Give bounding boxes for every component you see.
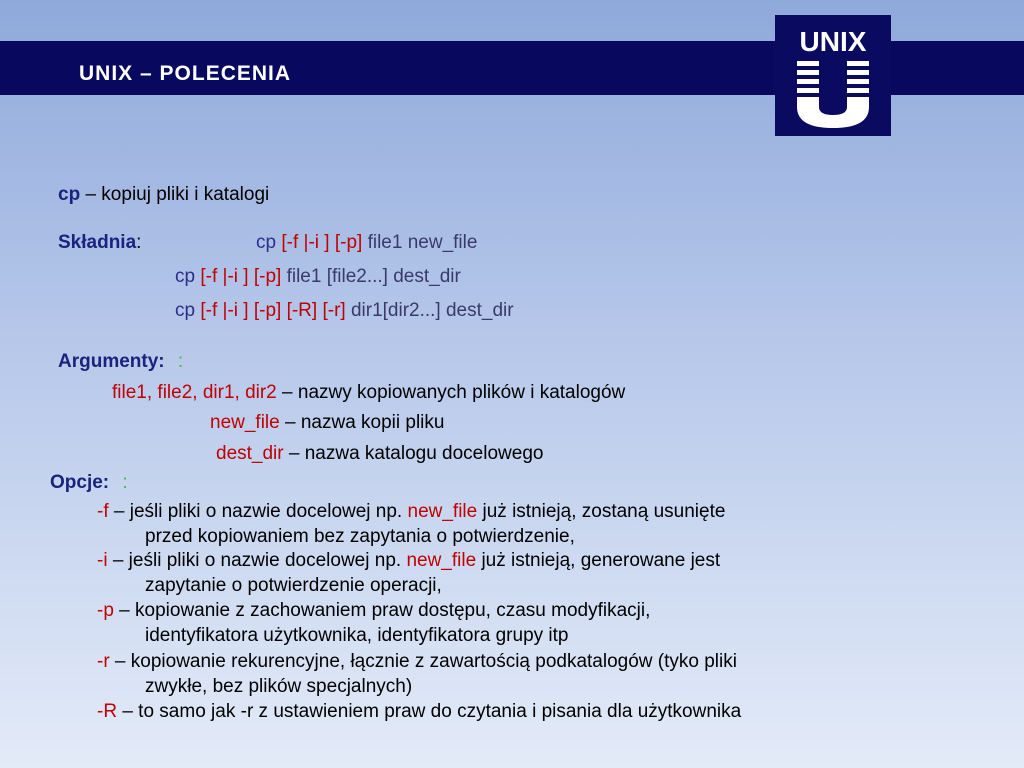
option-item xyxy=(97,600,650,622)
option-highlight: new_file xyxy=(407,501,478,522)
option-flag: -r xyxy=(97,651,110,672)
argument-term: new_file xyxy=(210,412,280,433)
option-item xyxy=(97,701,741,723)
argument-desc: – nazwy kopiowanych plików i katalogów xyxy=(276,382,626,403)
option-highlight: new_file xyxy=(406,550,477,571)
syntax-opts: [-f |-i ] [-p] xyxy=(200,266,282,287)
argument-desc: – nazwa kopii pliku xyxy=(279,412,445,433)
syntax-label-line xyxy=(58,232,141,254)
syntax-line-3 xyxy=(175,300,514,322)
option-text: – to samo jak -r z ustawieniem praw do czytania i pisania dla użytkownika xyxy=(117,701,742,722)
syntax-args: file1 [file2...] dest_dir xyxy=(281,266,461,287)
syntax-colon: : xyxy=(136,232,142,253)
syntax-args: dir1[dir2...] dest_dir xyxy=(345,300,514,321)
option-flag: -R xyxy=(97,701,118,722)
option-text: już istnieją, generowane jest xyxy=(476,550,721,571)
options-label: Opcje: xyxy=(50,472,110,493)
syntax-cmd: cp xyxy=(175,300,201,321)
option-continuation: przed kopiowaniem bez zapytania o potwierdzenie, xyxy=(145,526,575,547)
arguments-label-line xyxy=(58,351,183,373)
argument-term: file1, file2, dir1, dir2 xyxy=(112,382,277,403)
argument-term: dest_dir xyxy=(216,443,284,464)
syntax-cmd: cp xyxy=(256,232,282,253)
syntax-opts: [-f |-i ] [-p] [-R] [-r] xyxy=(200,300,346,321)
options-marker: : xyxy=(122,472,128,493)
logo-top-text: UNIX xyxy=(799,26,867,57)
arguments-marker: : xyxy=(177,351,184,372)
slide-title: UNIX – POLECENIA xyxy=(79,62,292,85)
option-flag: -f xyxy=(97,501,109,522)
argument-item xyxy=(210,412,444,434)
option-text: już istnieją, zostaną usunięte xyxy=(477,501,726,522)
option-text: – jeśli pliki o nazwie docelowej np. xyxy=(108,501,408,522)
option-text: – kopiowanie rekurencyjne, łącznie z zawartością podkatalogów (tyko pliki xyxy=(109,651,737,672)
option-text: – kopiowanie z zachowaniem praw dostępu, czasu modyfikacji, xyxy=(113,600,651,621)
option-item xyxy=(97,501,725,523)
option-continuation: zwykłe, bez plików specjalnych) xyxy=(145,676,413,697)
argument-item xyxy=(112,382,625,404)
option-item xyxy=(97,651,737,673)
options-label-line xyxy=(50,472,128,494)
syntax-label: Składnia xyxy=(58,232,137,253)
option-continuation: identyfikatora użytkownika, identyfikatora grupy itp xyxy=(145,625,569,646)
syntax-opts: [-f |-i ] [-p] xyxy=(281,232,363,253)
cp-command: cp xyxy=(58,184,81,205)
syntax-line-1 xyxy=(256,232,477,254)
syntax-line-2 xyxy=(175,266,461,288)
argument-desc: – nazwa katalogu docelowego xyxy=(283,443,544,464)
arguments-label: Argumenty: xyxy=(58,351,165,372)
option-item xyxy=(97,550,720,572)
argument-item xyxy=(216,443,543,465)
syntax-cmd: cp xyxy=(175,266,201,287)
cp-description: – kopiuj pliki i katalogi xyxy=(80,184,270,205)
option-flag: -i xyxy=(97,550,108,571)
cp-description-line xyxy=(58,184,269,206)
unix-logo xyxy=(775,15,891,136)
logo-bottom-letter: U xyxy=(775,15,776,16)
option-flag: -p xyxy=(97,600,114,621)
option-continuation: zapytanie o potwierdzenie operacji, xyxy=(145,575,442,596)
syntax-args: file1 new_file xyxy=(362,232,478,253)
option-text: – jeśli pliki o nazwie docelowej np. xyxy=(107,550,407,571)
